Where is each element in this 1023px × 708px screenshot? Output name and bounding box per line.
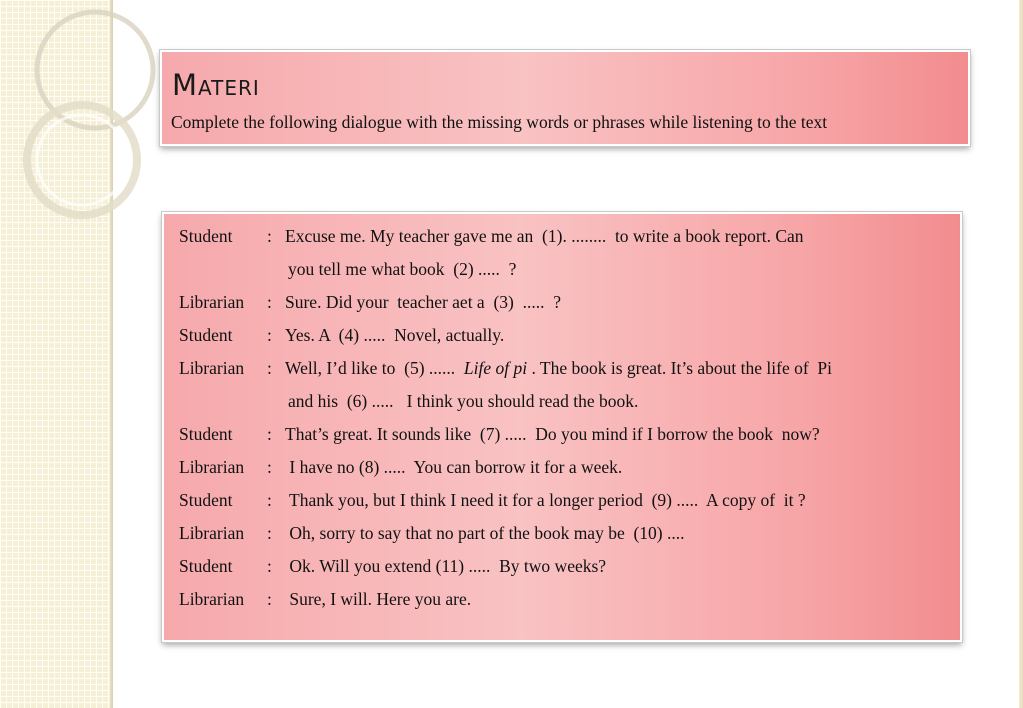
dialogue-continuation: and his (6) ..... I think you should read the book. <box>288 391 639 411</box>
speaker-label: Librarian <box>179 523 245 543</box>
separator: : <box>267 424 272 444</box>
dialogue-line <box>179 418 950 451</box>
dialogue-text: Ok. Will you extend (11) ..... By two weeks? <box>285 556 607 576</box>
separator: : <box>267 292 272 312</box>
separator: : <box>267 523 272 543</box>
speaker-label: Librarian <box>179 292 245 312</box>
instructions-text: Complete the following dialogue with the missing words or phrases while listening to the text <box>171 112 828 132</box>
dialogue-text: Yes. A (4) ..... Novel, actually. <box>285 325 505 345</box>
dialogue-text: I have no (8) ..... You can borrow it for a week. <box>285 457 623 477</box>
dialogue-text: Excuse me. My teacher gave me an (1). ........ to write a book report. Can <box>285 226 804 246</box>
separator: : <box>267 325 272 345</box>
dialogue-list <box>179 220 950 616</box>
dialogue-text: Oh, sorry to say that no part of the book may be (10) .... <box>285 523 685 543</box>
decorative-rings <box>0 0 160 240</box>
dialogue-line <box>179 319 950 352</box>
separator: : <box>267 226 272 246</box>
speaker-label: Librarian <box>179 589 245 609</box>
dialogue-text: Sure. Did your teacher aet a (3) ..... ? <box>285 292 562 312</box>
speaker-label: Librarian <box>179 457 245 477</box>
title-panel <box>160 50 970 146</box>
speaker-label: Student <box>179 226 233 246</box>
speaker-label: Librarian <box>179 358 245 378</box>
page-title: Materi <box>172 68 260 102</box>
dialogue-line <box>179 550 950 583</box>
separator: : <box>267 358 272 378</box>
separator: : <box>267 490 272 510</box>
separator: : <box>267 556 272 576</box>
dialogue-panel <box>162 212 962 642</box>
dialogue-line <box>179 220 950 253</box>
dialogue-text-before: Well, I’d like to (5) ...... <box>285 358 464 378</box>
separator: : <box>267 457 272 477</box>
dialogue-text: Thank you, but I think I need it for a longer period (9) ..... A copy of it ? <box>285 490 806 510</box>
dialogue-text <box>285 352 950 385</box>
separator: : <box>267 589 272 609</box>
dialogue-line <box>179 451 950 484</box>
speaker-label: Student <box>179 556 233 576</box>
dialogue-text-after: . The book is great. It’s about the life of Pi <box>527 358 833 378</box>
dialogue-line <box>179 484 950 517</box>
dialogue-line <box>179 286 950 319</box>
dialogue-line <box>179 352 950 385</box>
dialogue-continuation: you tell me what book (2) ..... ? <box>288 259 517 279</box>
dialogue-line <box>179 583 950 616</box>
dialogue-text: Sure, I will. Here you are. <box>285 589 472 609</box>
book-title: Life of pi <box>463 358 528 378</box>
decorative-right-edge <box>1019 0 1023 708</box>
dialogue-line <box>179 517 950 550</box>
speaker-label: Student <box>179 490 233 510</box>
speaker-label: Student <box>179 325 233 345</box>
speaker-label: Student <box>179 424 233 444</box>
dialogue-text: That’s great. It sounds like (7) ..... Do you mind if I borrow the book now? <box>285 424 820 444</box>
